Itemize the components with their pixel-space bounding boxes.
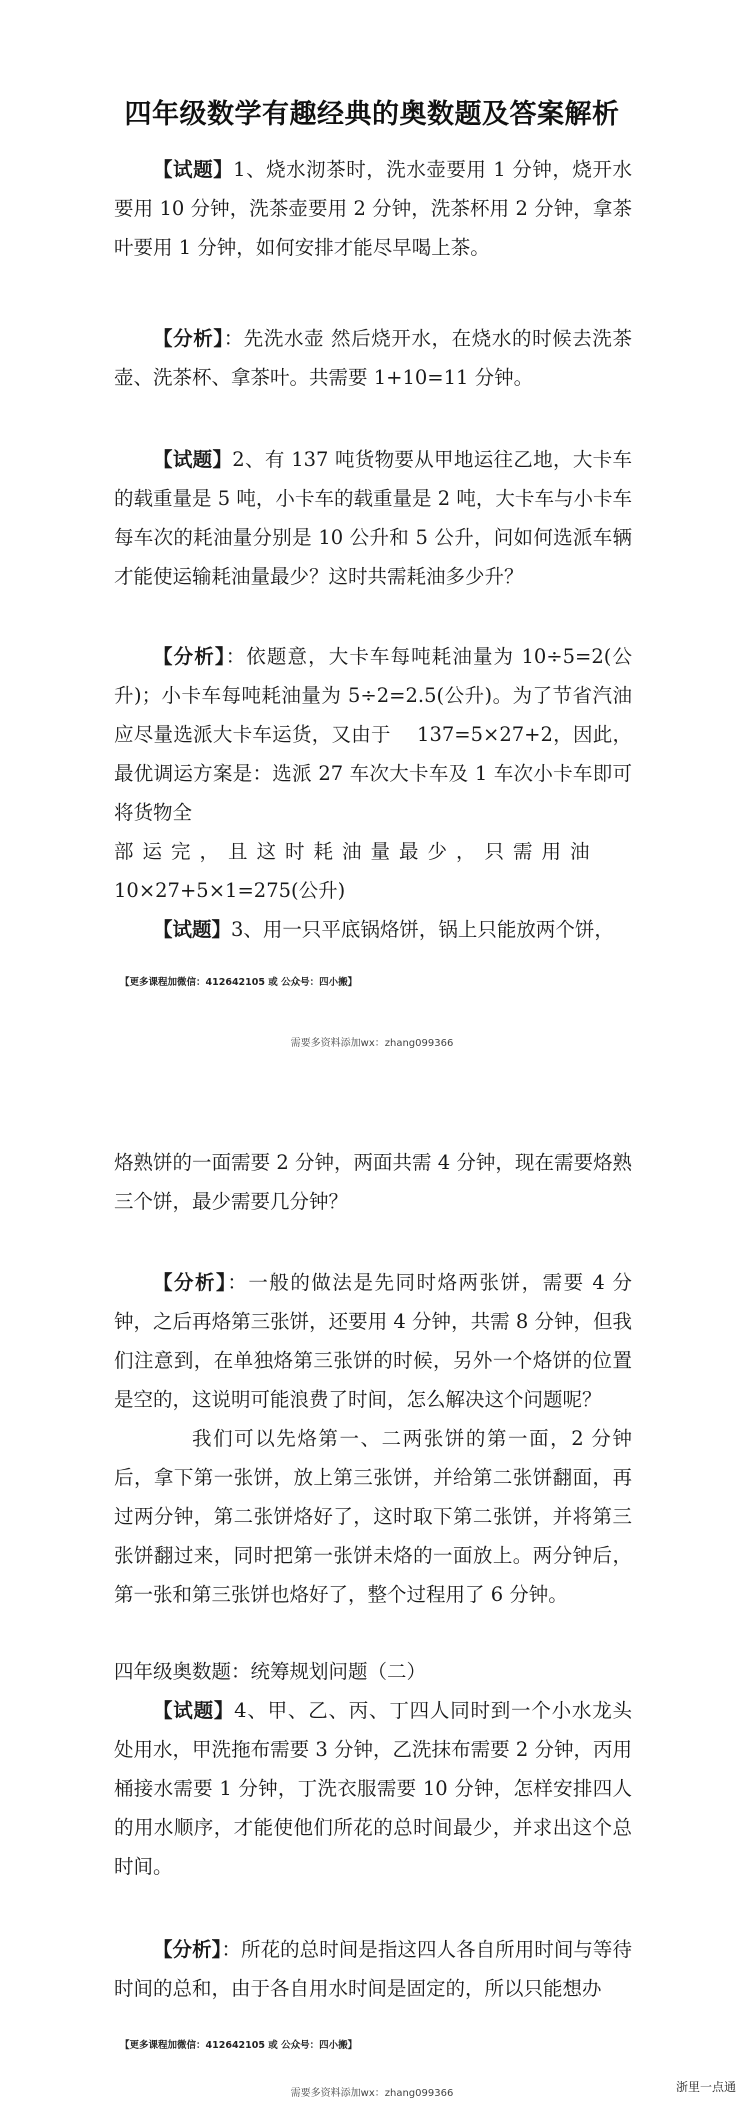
analysis-4-text: ：所花的总时间是指这四人各自所用时间与等待时间的总和，由于各自用水时间是固定的，所以只能想办 xyxy=(114,1938,632,2000)
analysis-2 xyxy=(114,637,632,910)
question-1-label: 【试题】 xyxy=(153,158,234,181)
analysis-1 xyxy=(114,319,632,397)
question-3-text-part-2: 烙熟饼的一面需要 2 分钟，两面共需 4 分钟，现在需要烙熟三个饼，最少需要几分钟？ xyxy=(114,1151,632,1213)
watermark-text-2: 需要多资料添加wx：zhang099366 xyxy=(290,2088,454,2099)
question-3-text-part-1: 3、用一只平底锅烙饼，锅上只能放两个饼， xyxy=(231,918,614,941)
section-heading xyxy=(114,1652,632,1691)
analysis-3-label: 【分析】 xyxy=(153,1271,228,1294)
question-4-label: 【试题】 xyxy=(153,1699,235,1722)
analysis-4-label: 【分析】 xyxy=(153,1938,222,1961)
analysis-2-text-spaced: 部运完，且这时耗油量最少，只需用油 xyxy=(114,840,599,863)
question-3-part-1 xyxy=(114,910,632,949)
footer-contact-note-2: 【更多课程加微信：412642105 或 公众号：四小搬】 xyxy=(120,2040,358,2051)
question-4 xyxy=(114,1691,632,1886)
question-2 xyxy=(114,440,632,596)
analysis-2-text: ：依题意，大卡车每吨耗油量为 10÷5=2(公升)；小卡车每吨耗油量为 5÷2=2.5(公升)。为了节省汽油应尽量选派大卡车运货，又由于 137=5×27+2，因此，最优调运方案是：选派 27 车次大卡车及 1 车次小卡车即可将货物全 xyxy=(114,645,632,824)
section-heading-text: 四年级奥数题：统筹规划问题（二） xyxy=(114,1660,427,1683)
analysis-3-text: ：一般的做法是先同时烙两张饼，需要 4 分钟，之后再烙第三张饼，还要用 4 分钟，共需 8 分钟，但我们注意到，在单独烙第三张饼的时候，另外一个烙饼的位置是空的，这说明可能浪费了时间，怎么解决这个问题呢？ xyxy=(114,1271,632,1411)
analysis-4 xyxy=(114,1930,632,2008)
question-3-part-2 xyxy=(114,1143,632,1221)
analysis-1-label: 【分析】 xyxy=(153,327,224,350)
watermark-text: 需要多资料添加wx：zhang099366 xyxy=(290,1038,454,1049)
analysis-2-text-end: 10×27+5×1=275(公升) xyxy=(114,879,346,902)
question-2-text: 2、有 137 吨货物要从甲地运往乙地，大卡车的载重量是 5 吨，小卡车的载重量是 2 吨，大卡车与小卡车每车次的耗油量分别是 10 公升和 5 公升，问如何选派车辆才能使运输耗油量最少？这时共需耗油多少升？ xyxy=(114,448,632,588)
question-2-label: 【试题】 xyxy=(153,448,233,471)
question-1-text: 1、烧水沏茶时，洗水壶要用 1 分钟，烧开水要用 10 分钟，洗茶壶要用 2 分钟，洗茶杯用 2 分钟，拿茶叶要用 1 分钟，如何安排才能尽早喝上茶。 xyxy=(114,158,632,259)
corner-note: 浙里一点通 xyxy=(675,2080,736,2094)
analysis-1-text: ：先洗水壶 然后烧开水，在烧水的时候去洗茶壶、洗茶杯、拿茶叶。共需要 1+10=11 分钟。 xyxy=(114,327,632,389)
analysis-3-text-2: 我们可以先烙第一、二两张饼的第一面，2 分钟后，拿下第一张饼，放上第三张饼，并给第二张饼翻面，再过两分钟，第二张饼烙好了，这时取下第二张饼，并将第三张饼翻过来，同时把第一张饼未烙的一面放上。两分钟后，第一张和第三张饼也烙好了，整个过程用了 6 分钟。 xyxy=(114,1427,632,1606)
analysis-3 xyxy=(114,1263,632,1419)
page-title: 四年级数学有趣经典的奥数题及答案解析 xyxy=(124,99,620,130)
footer-contact-note: 【更多课程加微信：412642105 或 公众号：四小搬】 xyxy=(120,977,358,988)
analysis-3-continued xyxy=(114,1419,632,1614)
analysis-2-label: 【分析】 xyxy=(153,645,226,668)
question-4-text: 4、甲、乙、丙、丁四人同时到一个小水龙头处用水，甲洗拖布需要 3 分钟，乙洗抹布需要 2 分钟，丙用桶接水需要 1 分钟，丁洗衣服需要 10 分钟，怎样安排四人的用水顺序，才能使他们所花的总时间最少，并求出这个总时间。 xyxy=(114,1699,632,1878)
question-1 xyxy=(114,150,632,267)
question-3-label: 【试题】 xyxy=(153,918,232,941)
